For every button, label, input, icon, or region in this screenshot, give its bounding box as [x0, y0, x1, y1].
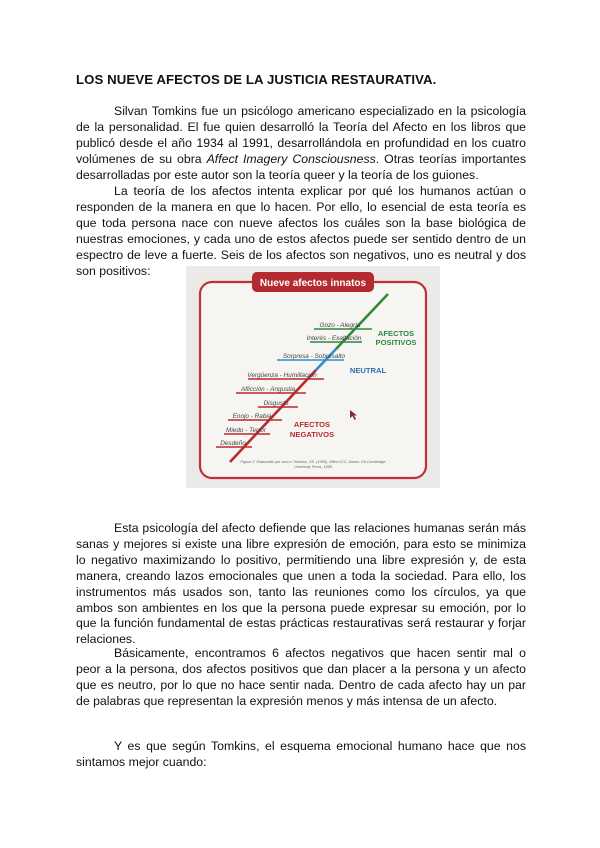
- affect-label: Aflicción - Angustia: [240, 386, 296, 393]
- figure-caption-line1: Figura 2. Elaborado por Ivoo e Tomkins, SS. (1995). Affect ICC, Annex. Ed.Cambridge: [240, 460, 386, 464]
- affect-label: Sorpresa - Sobresalto: [282, 353, 346, 360]
- book-title-italic: Affect Imagery Consciousness: [206, 151, 376, 166]
- negative-label-line1: AFECTOS: [293, 420, 331, 429]
- paragraph-six-negative-affects: [76, 646, 526, 710]
- affects-diagram: [186, 266, 440, 488]
- neutral-label: NEUTRAL: [349, 366, 387, 375]
- paragraph-text: Esta psicología del afecto defiende que las relaciones humanas serán más sanas y mejores si existe una libre expresión de emoción, para esto se minimiza lo negativo maximizando lo positivo, permitiendo una libre expresión y, de esta manera, creando lazos emocionales que unen a toda la sociedad. Para ello, los instrumentos más usados son, tanto las reuniones como los círculos, ya que ambos son ambientes en los que la persona puede expresar su emoción, por lo que la función fundamental de estas prácticas restaurativas será restaurar y forjar relaciones.: [76, 521, 526, 647]
- diagram-frame: [200, 282, 426, 478]
- paragraph-tomkins-scheme: [76, 739, 526, 771]
- paragraph-text: . Otras teorías importantes desarrolladas por este autor son la teoría queer y la teoría de los guiones.: [76, 151, 526, 182]
- paragraph-text: La teoría de los afectos intenta explicar por qué los humanos actúan o responden de la manera en que lo hacen. Por ello, lo esencial de esta teoría es que toda persona nace con nueve afectos los cuáles son la base biológica de nuestras emociones, y cada uno de estos afectos puede ser sentido dentro de un espectro de leve a fuerte. Seis de los afectos son negativos, uno es neutral y dos son positivos:: [76, 184, 526, 278]
- figure-caption-line2: University Press, 1995: [294, 465, 332, 469]
- positive-label-line1: AFECTOS: [377, 329, 415, 338]
- positive-label-line2: POSITIVOS: [375, 338, 417, 347]
- affect-label: Gozo - Alegría: [319, 322, 361, 329]
- affect-label: Disgusto: [263, 400, 289, 407]
- affect-label: Desdeño: [220, 440, 246, 447]
- paragraph-tomkins-intro: [76, 104, 526, 184]
- affects-diagram-figure: [186, 266, 440, 488]
- affect-label: Miedo - Terror: [226, 427, 266, 434]
- paragraph-text: Y es que según Tomkins, el esquema emocional humano hace que nos sintamos mejor cuando:: [76, 739, 526, 769]
- paragraph-affect-psychology: [76, 521, 526, 648]
- negative-label-line2: NEGATIVOS: [289, 430, 335, 439]
- affect-label: Vergüenza - Humillación: [247, 372, 317, 379]
- document-title: LOS NUEVE AFECTOS DE LA JUSTICIA RESTAURATIVA.: [76, 72, 437, 87]
- paragraph-text: Básicamente, encontramos 6 afectos negativos que hacen sentir mal o peor a la persona, dos afectos positivos que dan placer a la persona y un afecto que es neutro, por lo que no hace sentir nada. Dentro de cada afecto hay un par de palabras que representan la expresión menos y más intensa de un afecto.: [76, 646, 526, 708]
- paragraph-text: Silvan Tomkins fue un psicólogo americano especializado en la psicología de la personalidad. El fue quien desarrolló la Teoría del Afecto en los libros que publicó desde el año 1934 al 1991, desarrollándola en profundidad en los cuatro volúmenes de su obra: [76, 104, 526, 166]
- affect-label: Enojo - Rabia: [232, 413, 272, 420]
- diagram-header: Nueve afectos innatos: [259, 278, 367, 289]
- affect-label: Interés - Exaltación: [306, 335, 362, 342]
